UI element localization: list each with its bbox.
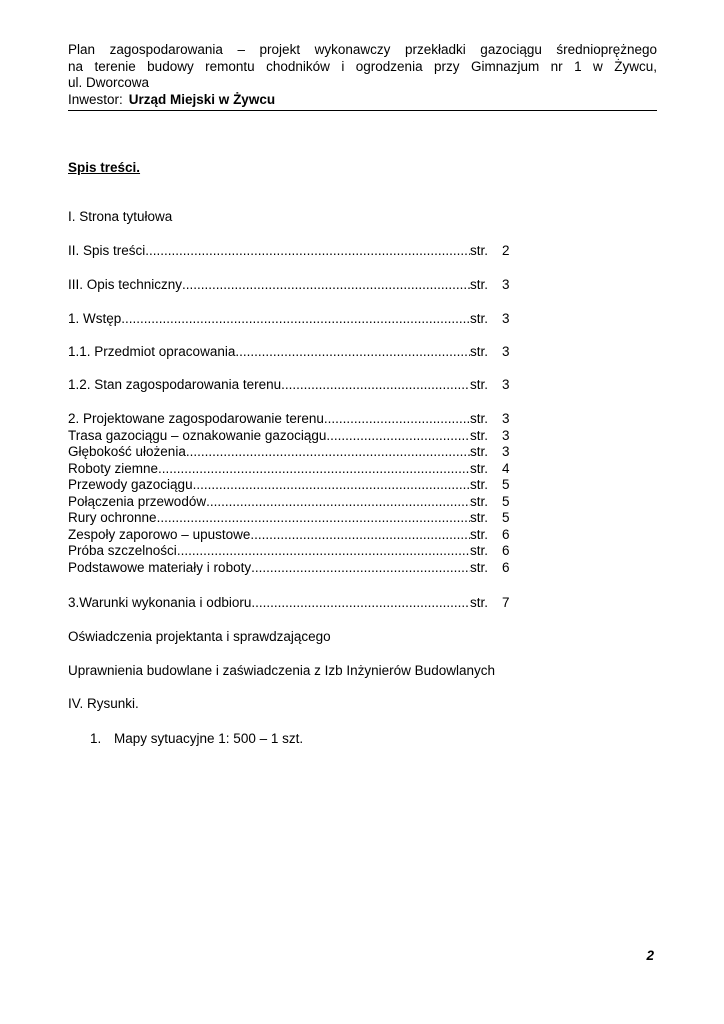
toc-page-number: 5 bbox=[502, 493, 510, 509]
header-text bbox=[68, 42, 657, 108]
toc-entry-label: Roboty ziemne bbox=[68, 460, 159, 476]
toc-str-label: str. bbox=[470, 243, 489, 258]
investor-value: Urząd Miejski w Żywcu bbox=[128, 91, 276, 107]
toc-section-4: IV. Rysunki. bbox=[68, 696, 139, 711]
toc-leader-dots bbox=[250, 527, 470, 544]
toc-entry-label: 1.2. Stan zagospodarowania terenu bbox=[68, 377, 282, 392]
toc-page-number: 3 bbox=[502, 311, 510, 326]
toc-entry-row bbox=[68, 560, 518, 577]
toc-str-label: str. bbox=[470, 510, 489, 525]
toc-page-number: 6 bbox=[502, 543, 510, 558]
toc-page-number: 3 bbox=[502, 344, 510, 359]
toc-leader-dots bbox=[251, 595, 470, 612]
toc-entry-label: Rury ochronne bbox=[68, 510, 157, 525]
toc-entry-label: 1. Wstęp bbox=[68, 311, 122, 326]
toc-leader-dots bbox=[177, 543, 470, 560]
toc-page-number: 6 bbox=[502, 526, 510, 542]
toc-entry-row bbox=[68, 444, 518, 461]
toc-page-number: 3 bbox=[502, 377, 510, 392]
toc-entry-label: Trasa gazociągu – oznakowanie gazociągu bbox=[68, 427, 327, 443]
drawing-list-item bbox=[90, 731, 303, 748]
toc-str-label: str. bbox=[470, 460, 489, 476]
toc-page-number: 5 bbox=[502, 510, 510, 525]
toc-str-label: str. bbox=[470, 559, 489, 575]
toc-page-number: 3 bbox=[502, 411, 510, 426]
toc-entry-row bbox=[68, 510, 518, 527]
toc-entry-row bbox=[68, 477, 518, 494]
toc-leader-dots bbox=[158, 461, 470, 478]
toc-str-label: str. bbox=[470, 344, 489, 359]
toc-page-number: 3 bbox=[502, 277, 510, 292]
toc-entry-row bbox=[68, 543, 518, 560]
toc-entry-label: II. Spis treści bbox=[68, 243, 146, 258]
toc-str-label: str. bbox=[470, 411, 489, 426]
toc-entry-label: Połączenia przewodów bbox=[68, 493, 207, 509]
toc-entry-row bbox=[68, 428, 518, 445]
toc-str-label: str. bbox=[470, 377, 489, 392]
toc-entry-row bbox=[68, 461, 518, 478]
toc-entry-conditions bbox=[68, 595, 518, 612]
toc-leader-dots bbox=[326, 428, 470, 445]
toc-entry-2 bbox=[68, 311, 518, 328]
toc-entry-label: Próba szczelności bbox=[68, 543, 177, 558]
toc-leader-dots bbox=[157, 510, 470, 527]
toc-entry-label: 1.1. Przedmiot opracowania. bbox=[68, 344, 240, 359]
toc-page-number: 7 bbox=[502, 595, 510, 610]
toc-entry-row bbox=[68, 411, 518, 428]
toc-str-label: str. bbox=[470, 526, 489, 542]
toc-str-label: str. bbox=[470, 444, 489, 459]
drawing-list-label: Mapy sytuacyjne 1: 500 – 1 szt. bbox=[114, 731, 304, 746]
toc-entry-label: Podstawowe materiały i roboty bbox=[68, 559, 252, 575]
document-header bbox=[68, 42, 657, 108]
header-divider bbox=[68, 110, 657, 111]
toc-leader-dots bbox=[145, 243, 470, 260]
toc-page-number: 5 bbox=[502, 477, 510, 492]
toc-leader-dots bbox=[324, 411, 470, 428]
toc-entry-0 bbox=[68, 243, 518, 260]
drawing-list-number: 1. bbox=[90, 731, 102, 746]
toc-entry-4 bbox=[68, 377, 518, 394]
toc-leader-dots bbox=[193, 477, 470, 494]
toc-str-label: str. bbox=[470, 427, 489, 443]
toc-group-b bbox=[68, 411, 518, 576]
toc-entry-label: Głębokość ułożenia bbox=[68, 444, 186, 459]
toc-leader-dots bbox=[182, 277, 470, 294]
toc-str-label: str. bbox=[470, 277, 489, 292]
toc-str-label: str. bbox=[470, 493, 489, 509]
toc-str-label: str. bbox=[470, 311, 489, 326]
toc-leader-dots bbox=[206, 494, 470, 511]
toc-entry-label: Zespoły zaporowo – upustowe bbox=[68, 526, 251, 542]
investor-label: Inwestor: bbox=[68, 91, 123, 107]
toc-str-label: str. bbox=[470, 477, 489, 492]
toc-entry-label: 2. Projektowane zagospodarowanie terenu bbox=[68, 411, 324, 426]
toc-entry-1 bbox=[68, 277, 518, 294]
toc-entry-label: Przewody gazociągu bbox=[68, 477, 193, 492]
toc-str-label: str. bbox=[470, 595, 489, 610]
toc-leader-dots bbox=[251, 560, 470, 577]
toc-entry-row bbox=[68, 527, 518, 544]
toc-title: Spis treści. bbox=[68, 160, 141, 175]
toc-page-number: 2 bbox=[502, 243, 510, 258]
toc-leader-dots bbox=[281, 377, 470, 394]
toc-entry-label: III. Opis techniczny bbox=[68, 277, 183, 292]
header-line-3: ul. Dworcowa bbox=[68, 75, 150, 90]
toc-leader-dots bbox=[239, 344, 470, 361]
toc-leader-dots bbox=[186, 444, 470, 461]
toc-leader-dots bbox=[121, 311, 470, 328]
toc-entry-label: 3.Warunki wykonania i odbioru bbox=[68, 595, 252, 610]
toc-entry-3 bbox=[68, 344, 518, 361]
toc-page-number: 4 bbox=[502, 460, 510, 476]
investor-line bbox=[68, 92, 657, 109]
toc-section-1: I. Strona tytułowa bbox=[68, 209, 173, 224]
toc-statements: Oświadczenia projektanta i sprawdzającego bbox=[68, 629, 331, 644]
toc-str-label: str. bbox=[470, 543, 489, 558]
header-line-1: Plan zagospodarowania – projekt wykonawczy przekładki gazociągu średnioprężnego bbox=[68, 42, 657, 57]
toc-entry-row bbox=[68, 494, 518, 511]
page-number: 2 bbox=[646, 948, 654, 963]
header-line-2: na terenie budowy remontu chodników i ogrodzenia przy Gimnazjum nr 1 w Żywcu, bbox=[68, 58, 657, 74]
toc-page-number: 6 bbox=[502, 559, 510, 575]
toc-page-number: 3 bbox=[502, 427, 510, 443]
toc-permissions: Uprawnienia budowlane i zaświadczenia z Izb Inżynierów Budowlanych bbox=[68, 663, 495, 678]
toc-page-number: 3 bbox=[502, 444, 510, 459]
